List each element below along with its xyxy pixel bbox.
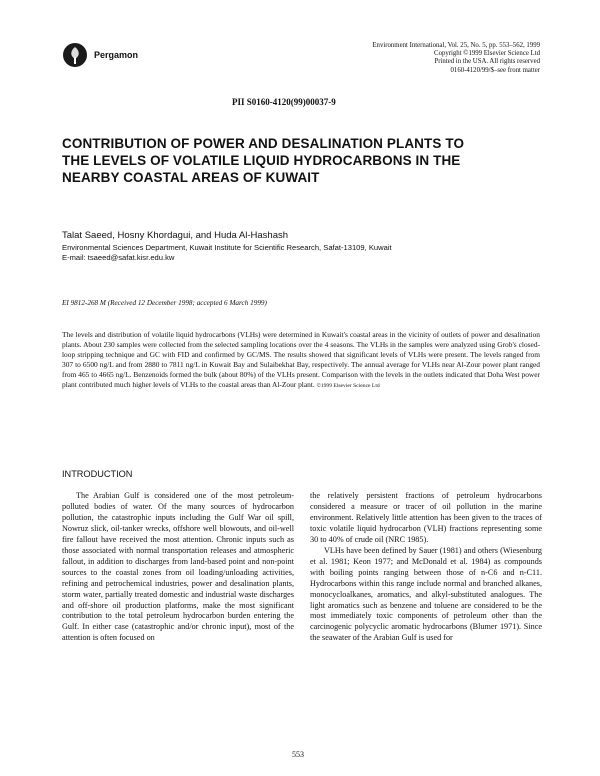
received-dates: EI 9812-268 M (Received 12 December 1998; accepted 6 March 1999) (62, 299, 267, 307)
email-link[interactable]: E-mail: tsaeed@safat.kisr.edu.kw (62, 252, 175, 262)
publisher-logo (62, 42, 138, 68)
journal-info (372, 42, 540, 75)
copyright-notice: ©1999 Elsevier Science Ltd (316, 383, 380, 390)
paragraph: The Arabian Gulf is considered one of the most petroleum-polluted bodies of water. Of the many sources of hydrocarbon pollution, the catastrophic inputs including the Gulf War oil spill, Nowruz slick, oil-tanker wrecks, offshore well blowouts, and oil-well fire fallout have received the most attention. Chronic inputs such as those associated with normal transportation releases and atmospheric fallout, in addition to discharges from land-based point and non-point sources to the coastal zones from oil loading/unloading activities, refining and petrochemical industries, power and desalination plants, storm water, partially treated domestic and industrial waste discharges and off-shore oil production platforms, make the most significant contribution to the total petroleum hydrocarbon burden entering the Gulf. In either case (catastrophic and/or chronic input), most of the attention is often focused on (62, 491, 294, 643)
body-column-left (62, 491, 294, 644)
affiliation: Environmental Sciences Department, Kuwait Institute for Scientific Research, Safat-13109, Kuwait (62, 243, 392, 252)
journal-line: Printed in the USA. All rights reserved (434, 58, 540, 66)
journal-line: Environment International, Vol. 25, No. 5, pp. 553–562, 1999 (372, 42, 540, 49)
abstract-text: The levels and distribution of volatile liquid hydrocarbons (VLHs) were determined in Kuwait's coastal areas in the vicinity of outlets of power and desalination plants. About 230 samples were collected from the selected sampling locations over the 4 seasons. The VLHs in the samples were analyzed using Grob's closed-loop stripping technique and GC with FID and confirmed by GC/MS. The results showed that significant levels of VLHs were present. The levels ranged from 307 to 6500 ng/L and from 2880 to 7811 ng/L in Kuwait Bay and Sulaibekhat Bay, respectively. The annual average for VLHs near Al-Zour power plant ranged from 465 to 4665 ng/L. Benzenoids formed the bulk (about 80%) of the VLHs present. Comparison with the levels in the outlets indicated that Doha West power plant contributed much higher levels of VLHs to the coastal areas than Al-Zour plant. (62, 330, 540, 390)
article-title: CONTRIBUTION OF POWER AND DESALINATION PLANTS TO THE LEVELS OF VOLATILE LIQUID HYDROCARBONS IN THE NEARBY COASTAL AREAS OF KUWAIT (62, 136, 465, 185)
pii-identifier: PII S0160-4120(99)00037-9 (232, 97, 336, 107)
page-number: 553 (292, 750, 304, 759)
authors: Talat Saeed, Hosny Khordagui, and Huda Al-Hashash (62, 230, 289, 241)
abstract (62, 330, 540, 392)
section-heading: INTRODUCTION (62, 469, 133, 479)
journal-line: 0160-4120/99/$–see front matter (450, 66, 540, 74)
affiliation-block (62, 243, 442, 263)
paragraph: VLHs have been defined by Sauer (1981) and others (Wiesenburg et al. 1981; Keon 1977; and McDonald et al. 1984) as compounds with boiling points ranging between those of n-C6 and n-C11. Hydrocarbons within this range include normal and branched alkanes, monocycloalkanes, aromatics, and alkyl-substituted analogues. The light aromatics such as benzene and toluene are considered to be the most immediately toxic components of petroleum other than the carcinogenic polycyclic aromatic hydrocarbons (Blumer 1971). Since the seawater of the Arabian Gulf is used for (310, 545, 542, 643)
body-column-right (310, 491, 542, 644)
tree-logo-icon (62, 42, 88, 68)
paragraph: the relatively persistent fractions of petroleum hydrocarbons considered a measure or tracer of oil pollution in the marine environment. Relatively little attention has been given to the traces of toxic volatile liquid hydrocarbon (VLH) fractions representing some 30 to 40% of crude oil (NRC 1985). (310, 491, 542, 544)
journal-line: Copyright ©1999 Elsevier Science Ltd (434, 50, 540, 58)
publisher-name: Pergamon (94, 50, 139, 60)
